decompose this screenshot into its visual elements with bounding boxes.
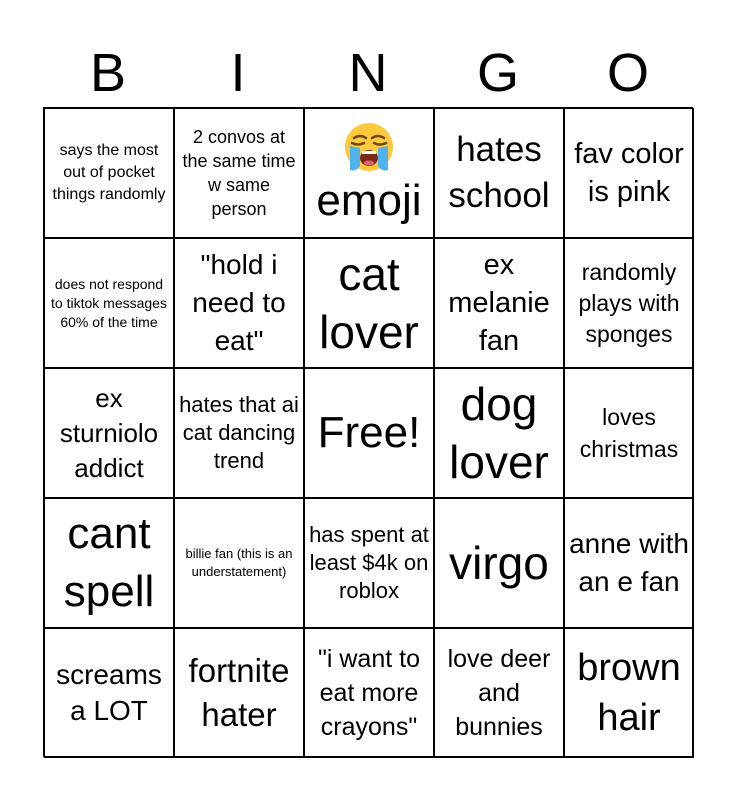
bingo-cell[interactable] <box>564 498 694 628</box>
cell-text: anne with an e fan <box>569 528 689 597</box>
bingo-cell[interactable] <box>304 628 434 758</box>
bingo-cell[interactable] <box>44 368 174 498</box>
bingo-cell[interactable] <box>174 498 304 628</box>
header-letter-b: B <box>89 43 127 103</box>
header-letter-n: N <box>348 43 388 103</box>
cell-text: hates that ai cat dancing trend <box>179 392 299 473</box>
bingo-cell[interactable] <box>434 368 564 498</box>
bingo-grid <box>43 107 693 757</box>
cell-text: randomly plays with sponges <box>578 258 680 347</box>
bingo-cell[interactable] <box>434 498 564 628</box>
cell-text: virgo <box>449 537 549 589</box>
bingo-cell[interactable] <box>434 628 564 758</box>
cell-text: love deer and bunnies <box>447 645 551 741</box>
cell-text: hates school <box>448 130 550 215</box>
bingo-cell[interactable] <box>564 628 694 758</box>
bingo-cell[interactable] <box>44 108 174 238</box>
bingo-cell[interactable] <box>174 368 304 498</box>
bingo-cell[interactable] <box>44 628 174 758</box>
bingo-cell[interactable] <box>564 108 694 238</box>
cell-text: "hold i need to eat" <box>192 249 286 356</box>
cell-text: loves christmas <box>579 404 679 462</box>
header-letter-g: G <box>476 43 519 103</box>
bingo-cell[interactable] <box>434 108 564 238</box>
loudly-crying-face-icon <box>342 120 396 174</box>
cell-text: fortnite hater <box>188 652 290 733</box>
cell-text: does not respond to tiktok messages 60% of the time <box>51 275 167 330</box>
cell-text: Free! <box>317 408 421 457</box>
cell-text: cant spell <box>63 509 155 616</box>
cell-text: brown hair <box>577 647 681 739</box>
bingo-cell[interactable] <box>44 498 174 628</box>
bingo-cell[interactable] <box>174 238 304 368</box>
cell-text: "i want to eat more crayons" <box>318 645 420 741</box>
bingo-cell[interactable] <box>44 238 174 368</box>
bingo-cell[interactable] <box>304 238 434 368</box>
bingo-cell[interactable] <box>564 238 694 368</box>
cell-text: dog lover <box>449 378 549 488</box>
cell-text: ex sturniolo addict <box>59 382 159 483</box>
cell-text: cat lover <box>319 248 419 358</box>
cell-text: ex melanie fan <box>448 249 550 357</box>
bingo-header <box>43 40 693 106</box>
cell-text: says the most out of pocket things randomly <box>52 142 166 203</box>
header-letter-i: I <box>230 43 246 103</box>
cell-text: billie fan (this is an understatement) <box>185 546 293 579</box>
bingo-cell[interactable] <box>304 108 434 238</box>
bingo-cell[interactable] <box>304 498 434 628</box>
bingo-cell[interactable] <box>434 238 564 368</box>
bingo-cell[interactable] <box>304 368 434 498</box>
bingo-cell[interactable] <box>174 628 304 758</box>
cell-text: screams a LOT <box>56 659 162 726</box>
cell-text: fav color is pink <box>574 138 684 208</box>
bingo-cell[interactable] <box>564 368 694 498</box>
bingo-cell[interactable] <box>174 108 304 238</box>
cell-text: 2 convos at the same time w same person <box>182 127 296 219</box>
cell-text: emoji <box>316 176 422 225</box>
cell-text: has spent at least $4k on roblox <box>309 522 429 603</box>
header-letter-o: O <box>606 43 649 103</box>
